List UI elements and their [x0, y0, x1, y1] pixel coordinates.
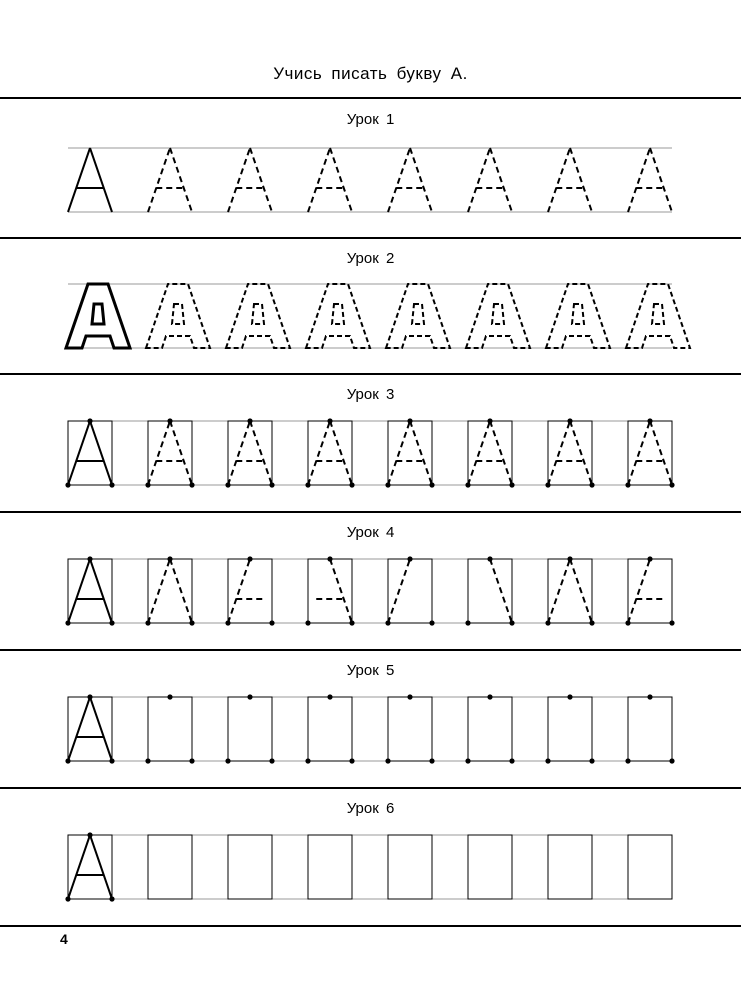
guide-dot: [247, 556, 252, 561]
guide-dot: [109, 482, 114, 487]
guide-dot: [509, 758, 514, 763]
guide-dot: [109, 620, 114, 625]
trace-letter-a-outline: [626, 284, 690, 348]
guide-dot: [87, 418, 92, 423]
guide-dot: [167, 694, 172, 699]
trace-letter-a-left-stroke: [388, 421, 410, 485]
partial-letter-a-left-stroke: [628, 559, 650, 623]
sample-letter-a-right-stroke: [90, 835, 112, 899]
letter-cell: [148, 559, 192, 623]
trace-letter-a-counter: [572, 304, 584, 324]
guide-dot: [65, 482, 70, 487]
trace-letter-a-right-stroke: [490, 421, 512, 485]
page-number: 4: [60, 931, 68, 947]
trace-letter-a-left-stroke: [148, 148, 170, 212]
letter-cell: [148, 421, 192, 485]
guide-dot: [87, 556, 92, 561]
lesson-3-label: Урок 3: [346, 386, 395, 403]
guide-dot: [189, 758, 194, 763]
trace-letter-a-counter: [652, 304, 664, 324]
page-title: Учись писать букву А.: [273, 64, 468, 83]
letter-cell: [548, 697, 592, 761]
trace-letter-a-right-stroke: [650, 421, 672, 485]
trace-letter-a-left-stroke: [548, 148, 570, 212]
guide-dot: [327, 556, 332, 561]
trace-letter-a-left-stroke: [628, 421, 650, 485]
guide-dot: [589, 620, 594, 625]
guide-dot: [487, 694, 492, 699]
guide-dot: [465, 758, 470, 763]
guide-dot: [647, 418, 652, 423]
guide-dot: [65, 896, 70, 901]
sample-letter-a-left-stroke: [68, 421, 90, 485]
letter-cell: [68, 421, 112, 485]
trace-letter-a-outline: [226, 284, 290, 348]
letter-cell: [308, 559, 352, 623]
trace-letter-a-outline: [146, 284, 210, 348]
sample-letter-a-left-stroke: [68, 148, 90, 212]
letter-cell: [68, 697, 112, 761]
letter-cell: [548, 835, 592, 899]
letter-cell: [68, 835, 112, 899]
letter-cell: [468, 559, 512, 623]
letter-cell: [628, 421, 672, 485]
sample-letter-a-left-stroke: [68, 835, 90, 899]
guide-dot: [625, 620, 630, 625]
guide-dot: [669, 758, 674, 763]
trace-letter-a-left-stroke: [228, 148, 250, 212]
trace-letter-a-right-stroke: [250, 148, 272, 212]
trace-letter-a-counter: [492, 304, 504, 324]
letter-cell: [628, 697, 672, 761]
letter-cell: [388, 835, 432, 899]
letter-cell: [628, 835, 672, 899]
guide-dot: [625, 758, 630, 763]
partial-letter-a-left-stroke: [228, 559, 250, 623]
partial-letter-a-left-stroke: [548, 559, 570, 623]
guide-dot: [429, 482, 434, 487]
trace-letter-a-outline: [546, 284, 610, 348]
guide-dot: [487, 418, 492, 423]
guide-dot: [545, 758, 550, 763]
letter-cell: [228, 559, 272, 623]
trace-letter-a-left-stroke: [148, 421, 170, 485]
letter-cell: [548, 421, 592, 485]
guide-dot: [167, 418, 172, 423]
sample-letter-a-left-stroke: [68, 559, 90, 623]
letter-cell: [68, 559, 112, 623]
trace-letter-a-right-stroke: [170, 421, 192, 485]
guide-dot: [145, 620, 150, 625]
trace-letter-a-left-stroke: [468, 148, 490, 212]
guide-dot: [589, 758, 594, 763]
guide-dot: [407, 556, 412, 561]
partial-letter-a-left-stroke: [148, 559, 170, 623]
guide-dot: [327, 418, 332, 423]
partial-letter-a-right-stroke: [330, 559, 352, 623]
letter-cell: [468, 697, 512, 761]
guide-dot: [465, 620, 470, 625]
letter-cell: [308, 697, 352, 761]
guide-dot: [65, 620, 70, 625]
trace-letter-a-left-stroke: [308, 421, 330, 485]
sample-letter-a-right-stroke: [90, 697, 112, 761]
guide-dot: [349, 482, 354, 487]
guide-dot: [407, 694, 412, 699]
trace-letter-a-outline: [306, 284, 370, 348]
sample-letter-a-right-stroke: [90, 148, 112, 212]
trace-letter-a-counter: [332, 304, 344, 324]
guide-dot: [87, 694, 92, 699]
trace-letter-a-right-stroke: [330, 421, 352, 485]
sample-letter-a-counter: [92, 304, 104, 324]
guide-dot: [87, 832, 92, 837]
letter-cell: [228, 835, 272, 899]
sample-letter-a-right-stroke: [90, 559, 112, 623]
trace-letter-a-right-stroke: [330, 148, 352, 212]
guide-dot: [487, 556, 492, 561]
guide-dot: [305, 482, 310, 487]
trace-letter-a-right-stroke: [490, 148, 512, 212]
letter-cell: [468, 421, 512, 485]
letter-cell: [228, 697, 272, 761]
partial-letter-a-right-stroke: [170, 559, 192, 623]
guide-dot: [109, 758, 114, 763]
trace-letter-a-counter: [412, 304, 424, 324]
guide-dot: [429, 758, 434, 763]
guide-dot: [269, 482, 274, 487]
guide-dot: [545, 482, 550, 487]
trace-letter-a-right-stroke: [170, 148, 192, 212]
guide-dot: [385, 482, 390, 487]
guide-dot: [225, 620, 230, 625]
letter-cell: [308, 421, 352, 485]
guide-dot: [545, 620, 550, 625]
guide-dot: [669, 620, 674, 625]
trace-letter-a-outline: [386, 284, 450, 348]
guide-dot: [269, 758, 274, 763]
trace-letter-a-counter: [172, 304, 184, 324]
guide-dot: [305, 758, 310, 763]
partial-letter-a-right-stroke: [570, 559, 592, 623]
lesson-1-label: Урок 1: [346, 111, 395, 128]
sample-letter-a-outline: [66, 284, 130, 348]
guide-dot: [465, 482, 470, 487]
guide-dot: [225, 482, 230, 487]
trace-letter-a-right-stroke: [410, 421, 432, 485]
guide-dot: [385, 758, 390, 763]
trace-letter-a-left-stroke: [388, 148, 410, 212]
letter-cell: [388, 559, 432, 623]
guide-dot: [567, 694, 572, 699]
trace-letter-a-outline: [466, 284, 530, 348]
guide-dot: [509, 620, 514, 625]
guide-dot: [305, 620, 310, 625]
trace-letter-a-left-stroke: [468, 421, 490, 485]
guide-dot: [225, 758, 230, 763]
guide-dot: [669, 482, 674, 487]
letter-cell: [148, 697, 192, 761]
letter-cell: [468, 835, 512, 899]
guide-dot: [167, 556, 172, 561]
trace-letter-a-right-stroke: [250, 421, 272, 485]
guide-dot: [189, 482, 194, 487]
trace-letter-a-left-stroke: [628, 148, 650, 212]
guide-dot: [65, 758, 70, 763]
lesson-2-label: Урок 2: [346, 250, 395, 267]
trace-letter-a-right-stroke: [650, 148, 672, 212]
lesson-6-label: Урок 6: [346, 800, 395, 817]
guide-dot: [407, 418, 412, 423]
guide-dot: [567, 556, 572, 561]
letter-cell: [308, 835, 352, 899]
guide-dot: [247, 694, 252, 699]
guide-dot: [349, 620, 354, 625]
guide-dot: [509, 482, 514, 487]
lesson-4-label: Урок 4: [346, 524, 395, 541]
trace-letter-a-right-stroke: [570, 148, 592, 212]
sample-letter-a-left-stroke: [68, 697, 90, 761]
letter-cell: [548, 559, 592, 623]
guide-dot: [647, 694, 652, 699]
guide-dot: [647, 556, 652, 561]
guide-dot: [385, 620, 390, 625]
guide-dot: [269, 620, 274, 625]
trace-letter-a-right-stroke: [410, 148, 432, 212]
guide-dot: [589, 482, 594, 487]
letter-cell: [228, 421, 272, 485]
trace-letter-a-left-stroke: [228, 421, 250, 485]
letter-cell: [148, 835, 192, 899]
guide-dot: [349, 758, 354, 763]
guide-dot: [247, 418, 252, 423]
letter-cell: [628, 559, 672, 623]
guide-dot: [625, 482, 630, 487]
guide-dot: [567, 418, 572, 423]
guide-dot: [109, 896, 114, 901]
letter-cell: [388, 421, 432, 485]
partial-letter-a-right-stroke: [490, 559, 512, 623]
partial-letter-a-left-stroke: [388, 559, 410, 623]
trace-letter-a-counter: [252, 304, 264, 324]
sample-letter-a-right-stroke: [90, 421, 112, 485]
guide-dot: [429, 620, 434, 625]
guide-dot: [145, 758, 150, 763]
guide-dot: [145, 482, 150, 487]
guide-dot: [189, 620, 194, 625]
letter-cell: [388, 697, 432, 761]
lesson-5-label: Урок 5: [346, 662, 395, 679]
trace-letter-a-left-stroke: [308, 148, 330, 212]
trace-letter-a-right-stroke: [570, 421, 592, 485]
trace-letter-a-left-stroke: [548, 421, 570, 485]
guide-dot: [327, 694, 332, 699]
